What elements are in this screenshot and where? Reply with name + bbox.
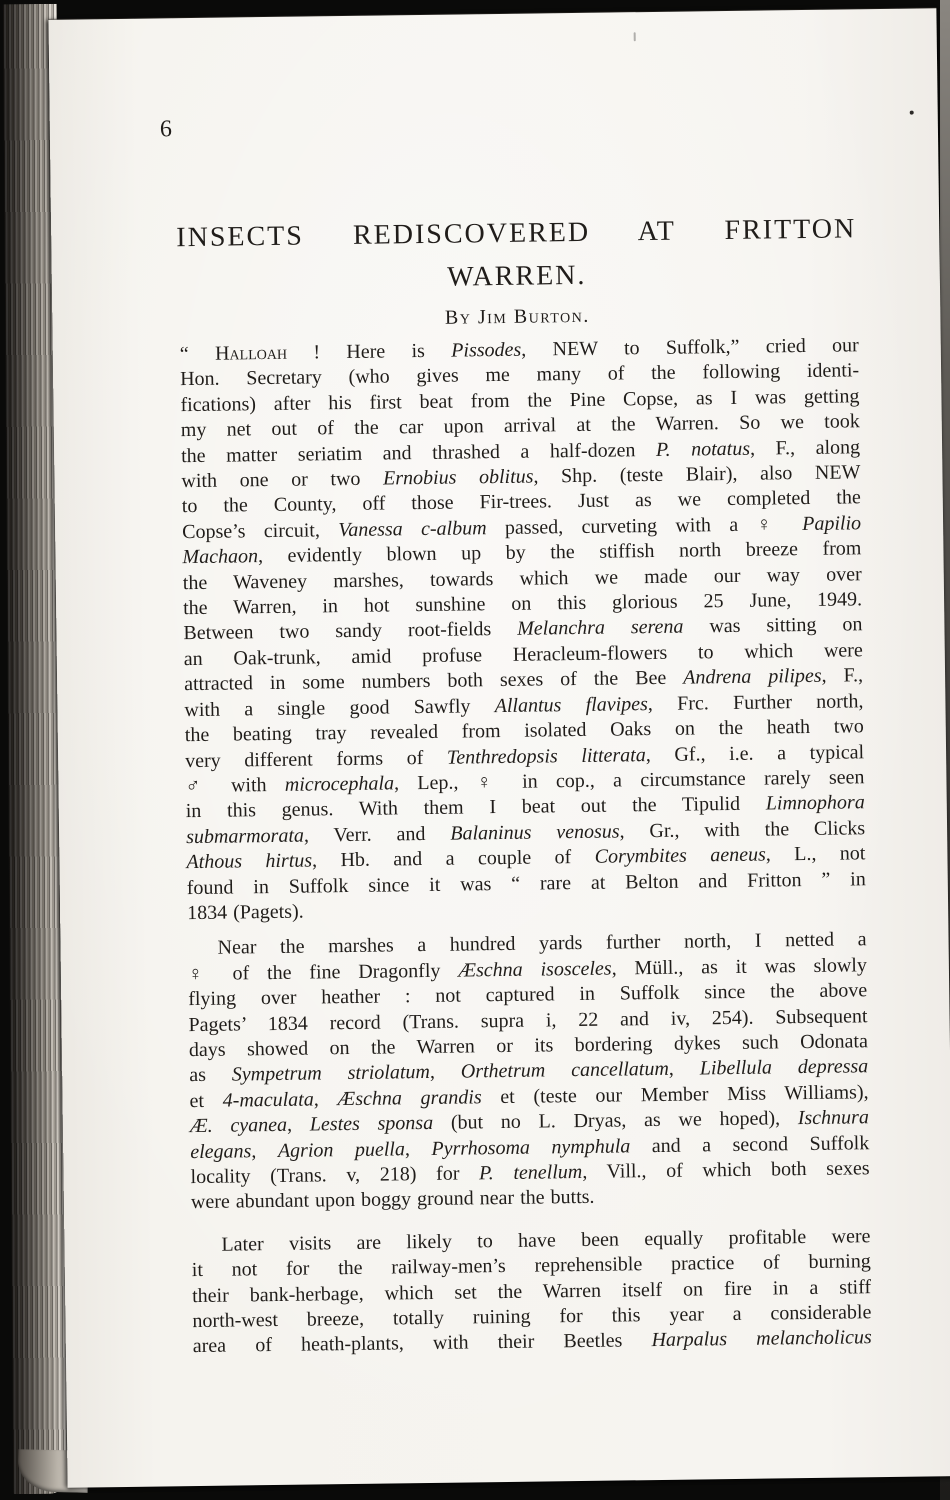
text-segment: their bank-herbage, which set the Warren itself on fire in a stiff: [191, 1275, 872, 1307]
text-segment: “: [179, 342, 216, 366]
text-segment: , F.,: [821, 664, 864, 688]
paragraph-1: [180, 333, 867, 926]
text-segment: ,: [286, 1113, 310, 1137]
text-segment: very different forms of: [184, 746, 448, 772]
page-content: [48, 8, 950, 1487]
species-name: microcephala: [284, 772, 395, 796]
text-segment: ♀ of the fine Dragonfly: [187, 959, 459, 985]
text-segment: flying over heather : not captured in Suffolk since the above: [188, 979, 868, 1011]
species-name: Melanchra serena: [517, 616, 684, 641]
text-segment: , Vill., of which both sexes: [582, 1157, 870, 1183]
text-segment: area of heath-plants, with their Beetles: [192, 1329, 652, 1358]
species-name: Corymbites aeneus: [594, 843, 766, 868]
text-segment: my net out of the car upon arrival at the Warren. So we took: [180, 410, 860, 442]
text-segment: attracted in some numbers both sexes of the Bee: [183, 666, 684, 696]
text-segment: with a single good Sawfly: [184, 694, 495, 721]
article-title-line-2: WARREN.: [447, 259, 587, 293]
text-segment: the Warren, in hot sunshine on this glorious 25 June, 1949.: [182, 588, 863, 620]
small-caps-text: Halloah: [214, 341, 288, 365]
text-segment: ! Here is: [286, 339, 452, 364]
text-segment: Near the marshes a hundred yards further north, I netted a: [217, 928, 867, 960]
article-title: [176, 207, 857, 302]
text-segment: was sitting on: [683, 613, 863, 639]
text-segment: Later visits are likely to have been equally profitable were: [221, 1225, 871, 1256]
text-segment: , NEW to Suffolk,” cried our: [521, 334, 859, 361]
species-name: Agrion puella: [277, 1137, 406, 1162]
text-segment: north-west breeze, totally ruining for this year a considerable: [192, 1301, 872, 1333]
text-segment: ♂ with: [185, 773, 285, 798]
text-segment: fications) after his first beat from the Pine Copse, as I was getting: [180, 385, 860, 416]
species-name: Æschna grandis: [337, 1086, 482, 1110]
species-name: Lestes sponsa: [309, 1112, 434, 1136]
text-segment: the Waveney marshes, towards which we made our way over: [182, 562, 862, 594]
text-segment: in this genus. With them I beat out the Tipulid: [185, 792, 766, 823]
dust-speck: [910, 111, 914, 115]
species-name: Tenthredopsis litterata: [446, 743, 646, 769]
text-segment: ,: [404, 1137, 432, 1160]
text-segment: Hon. Secretary (who gives me many of the following identi-: [180, 359, 860, 391]
species-name: Libellula depressa: [699, 1055, 869, 1080]
species-name: Andrena pilipes: [683, 665, 822, 689]
text-segment: Between two sandy root-fields: [183, 618, 518, 645]
text-segment: it not for the railway-men’s reprehensible practice of burning: [191, 1250, 871, 1282]
text-segment: the beating tray revealed from isolated Oaks on the heath two: [184, 715, 864, 747]
text-segment: ,: [313, 1087, 338, 1111]
text-segment: , Frc. Further north,: [647, 689, 864, 715]
text-segment: , Gr., with the Clicks: [619, 816, 866, 843]
text-block: [180, 333, 872, 1360]
text-segment: , Gf., i.e. a typical: [645, 740, 865, 766]
book-page: [48, 8, 950, 1487]
text-segment: passed, curveting with a ♀: [486, 512, 803, 540]
text-segment: and a second Suffolk: [630, 1131, 870, 1157]
text-segment: to the County, off those Fir-trees. Just as we completed the: [181, 486, 861, 518]
text-segment: , Müll., as it was slowly: [611, 953, 868, 980]
text-segment: , Hb. and a couple of: [311, 845, 595, 872]
text-segment: found in Suffolk since it was “ rare at Belton and Fritton ” in: [186, 867, 866, 899]
species-name: P. notatus: [655, 437, 751, 461]
species-name: Ischnura: [797, 1106, 870, 1130]
text-segment: , Shp. (teste Blair), also NEW: [533, 461, 861, 488]
species-name: Limnophora: [765, 791, 865, 815]
species-name: Æschna isosceles: [458, 957, 612, 982]
text-segment: ,: [668, 1057, 700, 1081]
text-segment: days showed on the Warren or its bordering dykes such Odonata: [188, 1030, 869, 1062]
text-segment: Pagets’ 1834 record (Trans. supra i, 22 and iv, 254). Subsequent: [188, 1004, 868, 1036]
text-segment: were abundant upon boggy ground near the butts.: [190, 1186, 595, 1214]
species-name: Harpalus melancholicus: [651, 1326, 872, 1352]
page-number: 6: [159, 116, 173, 143]
species-name: P. tenellum: [478, 1160, 583, 1185]
species-name: submarmorata: [185, 824, 305, 848]
species-name: Pyrrhosoma nymphula: [431, 1134, 631, 1160]
text-segment: as: [189, 1063, 232, 1087]
text-segment: et: [189, 1089, 223, 1112]
species-name: Machaon: [182, 545, 259, 569]
paragraph-3: [191, 1224, 872, 1360]
species-name: Æ. cyanea: [189, 1114, 288, 1138]
species-name: Orthetrum cancellatum: [460, 1058, 670, 1083]
text-segment: ,: [251, 1139, 279, 1162]
text-segment: et (teste our Member Miss Williams),: [481, 1081, 869, 1109]
species-name: Papilio: [802, 512, 862, 535]
text-segment: Copse’s circuit,: [182, 518, 339, 544]
text-segment: , Verr. and: [303, 822, 451, 847]
species-name: Ernobius oblitus: [382, 465, 534, 490]
paragraph-2: [187, 928, 870, 1216]
text-segment: , F., along: [749, 435, 861, 460]
species-name: Athous hirtus: [186, 849, 313, 874]
text-segment: locality (Trans. v, 218) for: [190, 1162, 480, 1189]
text-segment: 1834 (Pagets).: [186, 900, 304, 925]
text-segment: an Oak-trunk, amid profuse Heracleum-flowers to which were: [183, 639, 863, 671]
species-name: Vanessa c-album: [338, 517, 487, 541]
text-segment: the matter seriatim and thrashed a half-dozen: [181, 438, 657, 467]
species-name: Sympetrum striolatum: [231, 1061, 431, 1086]
species-name: Allantus flavipes: [494, 692, 648, 717]
species-name: 4-maculata: [222, 1088, 314, 1112]
text-segment: ,: [429, 1060, 461, 1084]
species-name: Balaninus venosus: [450, 820, 620, 845]
text-segment: , evidently blown up by the stiffish north breeze from: [257, 537, 862, 568]
article-title-line-1: INSECTS REDISCOVERED AT FRITTON: [176, 213, 857, 254]
species-name: Pissodes: [451, 338, 522, 362]
text-segment: with one or two: [181, 467, 384, 493]
dust-speck: [634, 32, 636, 41]
byline: By Jim Burton.: [444, 304, 590, 329]
species-name: elegans: [190, 1139, 252, 1163]
text-segment: , L., not: [765, 842, 866, 866]
text-segment: , Lep., ♀ in cop., a circumstance rarely seen: [393, 766, 865, 795]
text-segment: (but no L. Dryas, as we hoped),: [432, 1107, 798, 1135]
